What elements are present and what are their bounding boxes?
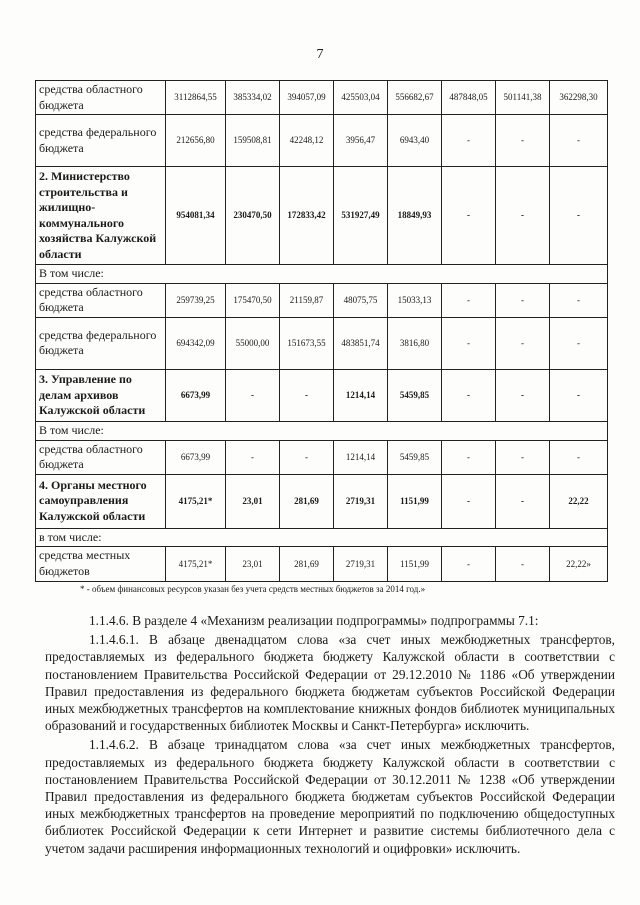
row-label: средства федерального бюджета (36, 317, 166, 369)
row-label: средства областного бюджета (36, 283, 166, 317)
value-cell: - (442, 167, 496, 265)
value-cell: 483851,74 (334, 317, 388, 369)
value-cell: - (226, 440, 280, 474)
value-cell: - (442, 369, 496, 421)
paragraph: 1.1.4.6.2. В абзаце тринадцатом слова «за счет иных межбюджетных трансфертов, предоставляемых из федерального бюджета бюджету Калужской области в соответствии с постановлением Правительства Российской Федерации от 30.12.2011 № 1238 «Об утверждении Правил предоставления из федерального бюджета бюджетам субъектов Российской Федерации иных межбюджетных трансфертов на проведение мероприятий по подключению общедоступных библиотек Российской Федерации к сети Интернет и развитие системы библиотечного дела с учетом задачи расширения информационных технологий и оцифровки» исключить. (45, 737, 615, 856)
table-row (36, 81, 608, 115)
table-section-row (36, 474, 608, 528)
row-label: В том числе: (36, 421, 608, 440)
row-label: средства местных бюджетов (36, 547, 166, 581)
value-cell: 1214,14 (334, 440, 388, 474)
body-text (45, 612, 615, 859)
value-cell: 281,69 (280, 547, 334, 581)
value-cell: 6943,40 (388, 115, 442, 167)
value-cell: 151673,55 (280, 317, 334, 369)
value-cell: - (226, 369, 280, 421)
value-cell: 501141,38 (496, 81, 550, 115)
value-cell: - (442, 317, 496, 369)
value-cell: 6673,99 (166, 440, 226, 474)
value-cell: 3112864,55 (166, 81, 226, 115)
value-cell: 531927,49 (334, 167, 388, 265)
table-body (36, 81, 608, 582)
value-cell: 5459,85 (388, 369, 442, 421)
value-cell: 212656,80 (166, 115, 226, 167)
value-cell: 55000,00 (226, 317, 280, 369)
paragraph: 1.1.4.6. В разделе 4 «Механизм реализации подпрограммы» подпрограммы 7.1: (89, 613, 539, 628)
value-cell: - (496, 115, 550, 167)
table-subheading-row (36, 421, 608, 440)
value-cell: 18849,93 (388, 167, 442, 265)
value-cell: 3816,80 (388, 317, 442, 369)
value-cell: 23,01 (226, 474, 280, 528)
value-cell: 425503,04 (334, 81, 388, 115)
value-cell: 5459,85 (388, 440, 442, 474)
value-cell: 2719,31 (334, 547, 388, 581)
row-label: средства федерального бюджета (36, 115, 166, 167)
value-cell: 6673,99 (166, 369, 226, 421)
value-cell: - (496, 317, 550, 369)
value-cell: 2719,31 (334, 474, 388, 528)
value-cell: - (442, 115, 496, 167)
value-cell: 1151,99 (388, 474, 442, 528)
value-cell: 259739,25 (166, 283, 226, 317)
value-cell: 159508,81 (226, 115, 280, 167)
table-footnote: * - объем финансовых ресурсов указан без учета средств местных бюджетов за 2014 год.» (80, 584, 426, 594)
paragraph: 1.1.4.6.1. В абзаце двенадцатом слова «за счет иных межбюджетных трансфертов, предоставляемых из федерального бюджета бюджету Калужской области в соответствии с постановлением Правительства Российской Федерации от 29.12.2010 № 1186 «Об утверждении Правил предоставления из федерального бюджета бюджетам субъектов Российской Федерации иных межбюджетных трансфертов на комплектование книжных фондов библиотек муниципальных образований и государственных библиотек Москвы и Санкт-Петербурга» исключить. (45, 632, 615, 734)
value-cell: - (496, 167, 550, 265)
value-cell: - (442, 474, 496, 528)
value-cell: - (550, 115, 608, 167)
value-cell: 281,69 (280, 474, 334, 528)
table-row (36, 440, 608, 474)
row-label: В том числе: (36, 265, 608, 284)
value-cell: - (496, 440, 550, 474)
value-cell: - (442, 283, 496, 317)
value-cell: 42248,12 (280, 115, 334, 167)
value-cell: - (280, 369, 334, 421)
row-label: 2. Министерство строительства и жилищно-коммунального хозяйства Калужской области (36, 167, 166, 265)
row-label: в том числе: (36, 528, 608, 547)
value-cell: - (280, 440, 334, 474)
value-cell: 954081,34 (166, 167, 226, 265)
value-cell: 1214,14 (334, 369, 388, 421)
value-cell: - (496, 547, 550, 581)
value-cell: - (550, 317, 608, 369)
value-cell: 556682,67 (388, 81, 442, 115)
value-cell: 3956,47 (334, 115, 388, 167)
value-cell: - (550, 167, 608, 265)
value-cell: 487848,05 (442, 81, 496, 115)
value-cell: 22,22 (550, 474, 608, 528)
value-cell: 172833,42 (280, 167, 334, 265)
table-subheading-row (36, 528, 608, 547)
value-cell: 1151,99 (388, 547, 442, 581)
value-cell: 23,01 (226, 547, 280, 581)
budget-table (35, 80, 608, 582)
value-cell: - (550, 283, 608, 317)
page-number: 7 (316, 47, 324, 62)
value-cell: 362298,30 (550, 81, 608, 115)
value-cell: 48075,75 (334, 283, 388, 317)
value-cell: 230470,50 (226, 167, 280, 265)
table-row (36, 115, 608, 167)
row-label: 4. Органы местного самоуправления Калужской области (36, 474, 166, 528)
value-cell: 4175,21* (166, 547, 226, 581)
table-row (36, 283, 608, 317)
value-cell: - (496, 474, 550, 528)
value-cell: 394057,09 (280, 81, 334, 115)
row-label: средства областного бюджета (36, 81, 166, 115)
value-cell: - (442, 440, 496, 474)
value-cell: 15033,13 (388, 283, 442, 317)
value-cell: - (496, 283, 550, 317)
value-cell: - (550, 369, 608, 421)
table-row (36, 317, 608, 369)
table-row (36, 547, 608, 581)
table-section-row (36, 369, 608, 421)
value-cell: 22,22» (550, 547, 608, 581)
value-cell: 21159,87 (280, 283, 334, 317)
table-subheading-row (36, 265, 608, 284)
row-label: средства областного бюджета (36, 440, 166, 474)
value-cell: 4175,21* (166, 474, 226, 528)
row-label: 3. Управление по делам архивов Калужской области (36, 369, 166, 421)
value-cell: 385334,02 (226, 81, 280, 115)
value-cell: - (550, 440, 608, 474)
value-cell: 175470,50 (226, 283, 280, 317)
table-section-row (36, 167, 608, 265)
value-cell: - (496, 369, 550, 421)
value-cell: 694342,09 (166, 317, 226, 369)
value-cell: - (442, 547, 496, 581)
